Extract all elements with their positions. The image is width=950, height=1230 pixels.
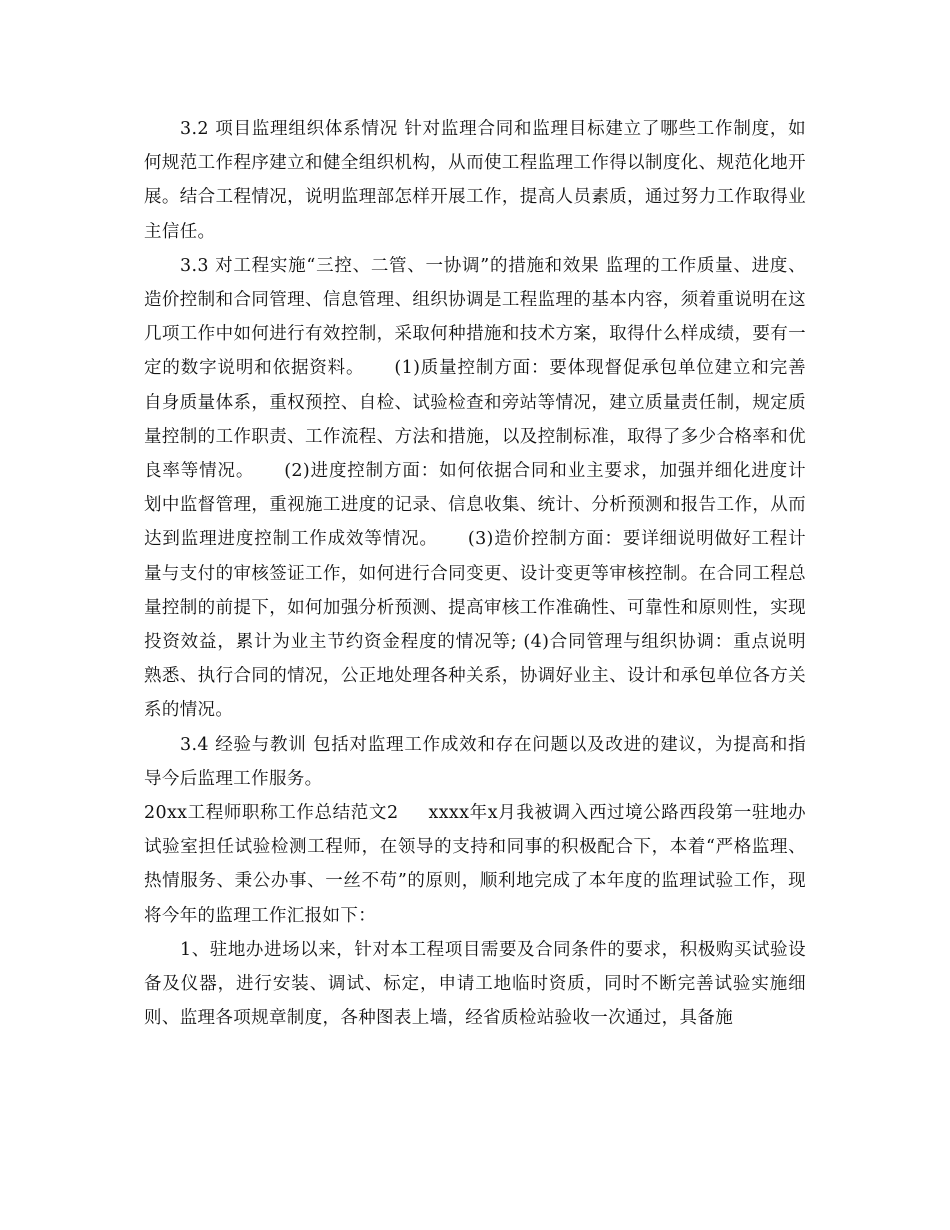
schedule-control-item: (2)进度控制方面：如何依据合同和业主要求，加强并细化进度计划中监督管理，重视施工进度的记录、信息收集、统计、分析预测和报告工作，从而达到监理进度控制工作成效等情况。 bbox=[144, 461, 806, 550]
paragraph-3-2 bbox=[144, 112, 806, 249]
paragraph-summary-2 bbox=[144, 796, 806, 933]
paragraph-3-3 bbox=[144, 249, 806, 728]
paragraph-3-4-text: 3.4 经验与教训 包括对监理工作成效和存在问题以及改进的建议，为提高和指导今后监理工作服务。 bbox=[144, 734, 806, 789]
summary-2-text: xxxx年x月我被调入西过境公路西段第一驻地办试验室担任试验检测工程师，在领导的支持和同事的积极配合下，本着“严格监理、热情服务、秉公办事、一丝不苟”的原则，顺利地完成了本年度的监理试验工作，现将今年的监理工作汇报如下： bbox=[144, 803, 806, 926]
item-1-text: 1、驻地办进场以来，针对本工程项目需要及合同条件的要求，积极购买试验设备及仪器，进行安装、调试、标定，申请工地临时资质，同时不断完善试验实施细则、监理各项规章制度，各种图表上墙，经省质检站验收一次通过，具备施 bbox=[144, 939, 806, 1029]
paragraph-item-1 bbox=[144, 933, 806, 1036]
quality-control-item: (1)质量控制方面：要体现督促承包单位建立和完善自身质量体系，重权预控、自检、试验检查和旁站等情况，建立质量责任制，规定质量控制的工作职责、工作流程、方法和措施，以及控制标准，取得了多少合格率和优良率等情况。 bbox=[144, 358, 806, 482]
cost-control-item: (3)造价控制方面：要详细说明做好工程计量与支付的审核签证工作，如何进行合同变更、设计变更等审核控制。在合同工程总量控制的前提下，如何加强分析预测、提高审核工作准确性、可靠性和原则性，实现投资效益，累计为业主节约资金程度的情况等; (4)合同管理与组织协调：重点说明熟悉、执行合同的情况，公正地处理各种关系，协调好业主、设计和承包单位各方关系的情况。 bbox=[144, 529, 806, 721]
paragraph-3-2-text: 3.2 项目监理组织体系情况 针对监理合同和监理目标建立了哪些工作制度，如何规范工作程序建立和健全组织机构，从而使工程监理工作得以制度化、规范化地开展。结合工程情况，说明监理部怎样开展工作，提高人员素质，通过努力工作取得业主信任。 bbox=[144, 119, 806, 242]
paragraph-3-3-text: 3.3 对工程实施“三控、二管、一协调”的措施和效果 监理的工作质量、进度、造价控制和合同管理、信息管理、组织协调是工程监理的基本内容，须着重说明在这几项工作中如何进行有效控制，采取何种措施和技术方案，取得什么样成绩，要有一定的数字说明和依据资料。 bbox=[144, 255, 806, 379]
document-page bbox=[144, 112, 806, 1035]
paragraph-3-4 bbox=[144, 728, 806, 796]
summary-2-heading: 20xx工程师职称工作总结范文2 bbox=[144, 803, 399, 824]
